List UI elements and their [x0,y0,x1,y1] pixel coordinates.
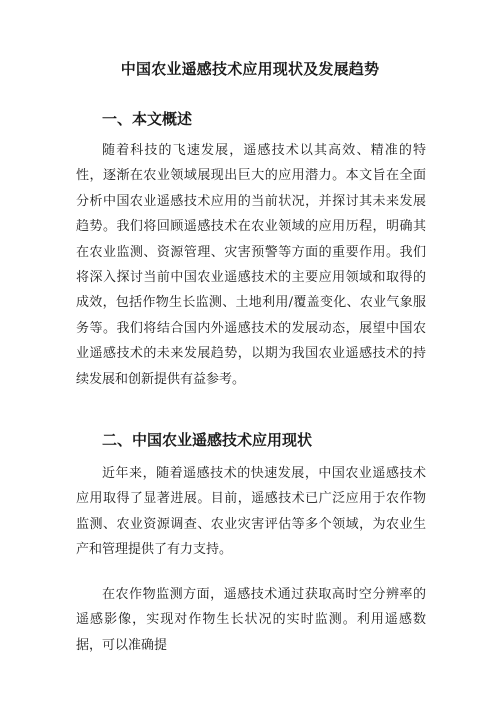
overview-paragraph: 随着科技的飞速发展，遥感技术以其高效、精准的特性，逐渐在农业领域展现出巨大的应用潜力。本文旨在全面分析中国农业遥感技术应用的当前状况，并探讨其未来发展趋势。我们将回顾遥感技术在农业领域的应用历程，明确其在农业监测、资源管理、灾害预警等方面的重要作用。我们将深入探讨当前中国农业遥感技术的主要应用领域和取得的成效，包括作物生长监测、土地利用/覆盖变化、农业气象服务等。我们将结合国内外遥感技术的发展动态，展望中国农业遥感技术的未来发展趋势，以期为我国农业遥感技术的持续发展和创新提供有益参考。 [76,143,426,387]
current-status-paragraph-2: 在农作物监测方面，遥感技术通过获取高时空分辨率的遥感影像，实现对作物生长状况的实时监测。利用遥感数据，可以准确提 [76,587,426,653]
section-heading-overview: 一、本文概述 [102,110,193,128]
current-status-paragraph-1: 近年来，随着遥感技术的快速发展，中国农业遥感技术应用取得了显著进展。目前，遥感技术已广泛应用于农作物监测、农业资源调查、农业灾害评估等多个领域，为农业生产和管理提供了有力支持。 [76,466,426,558]
document-title: 中国农业遥感技术应用现状及发展趋势 [120,60,380,78]
section-heading-current-status: 二、中国农业遥感技术应用现状 [102,431,313,449]
